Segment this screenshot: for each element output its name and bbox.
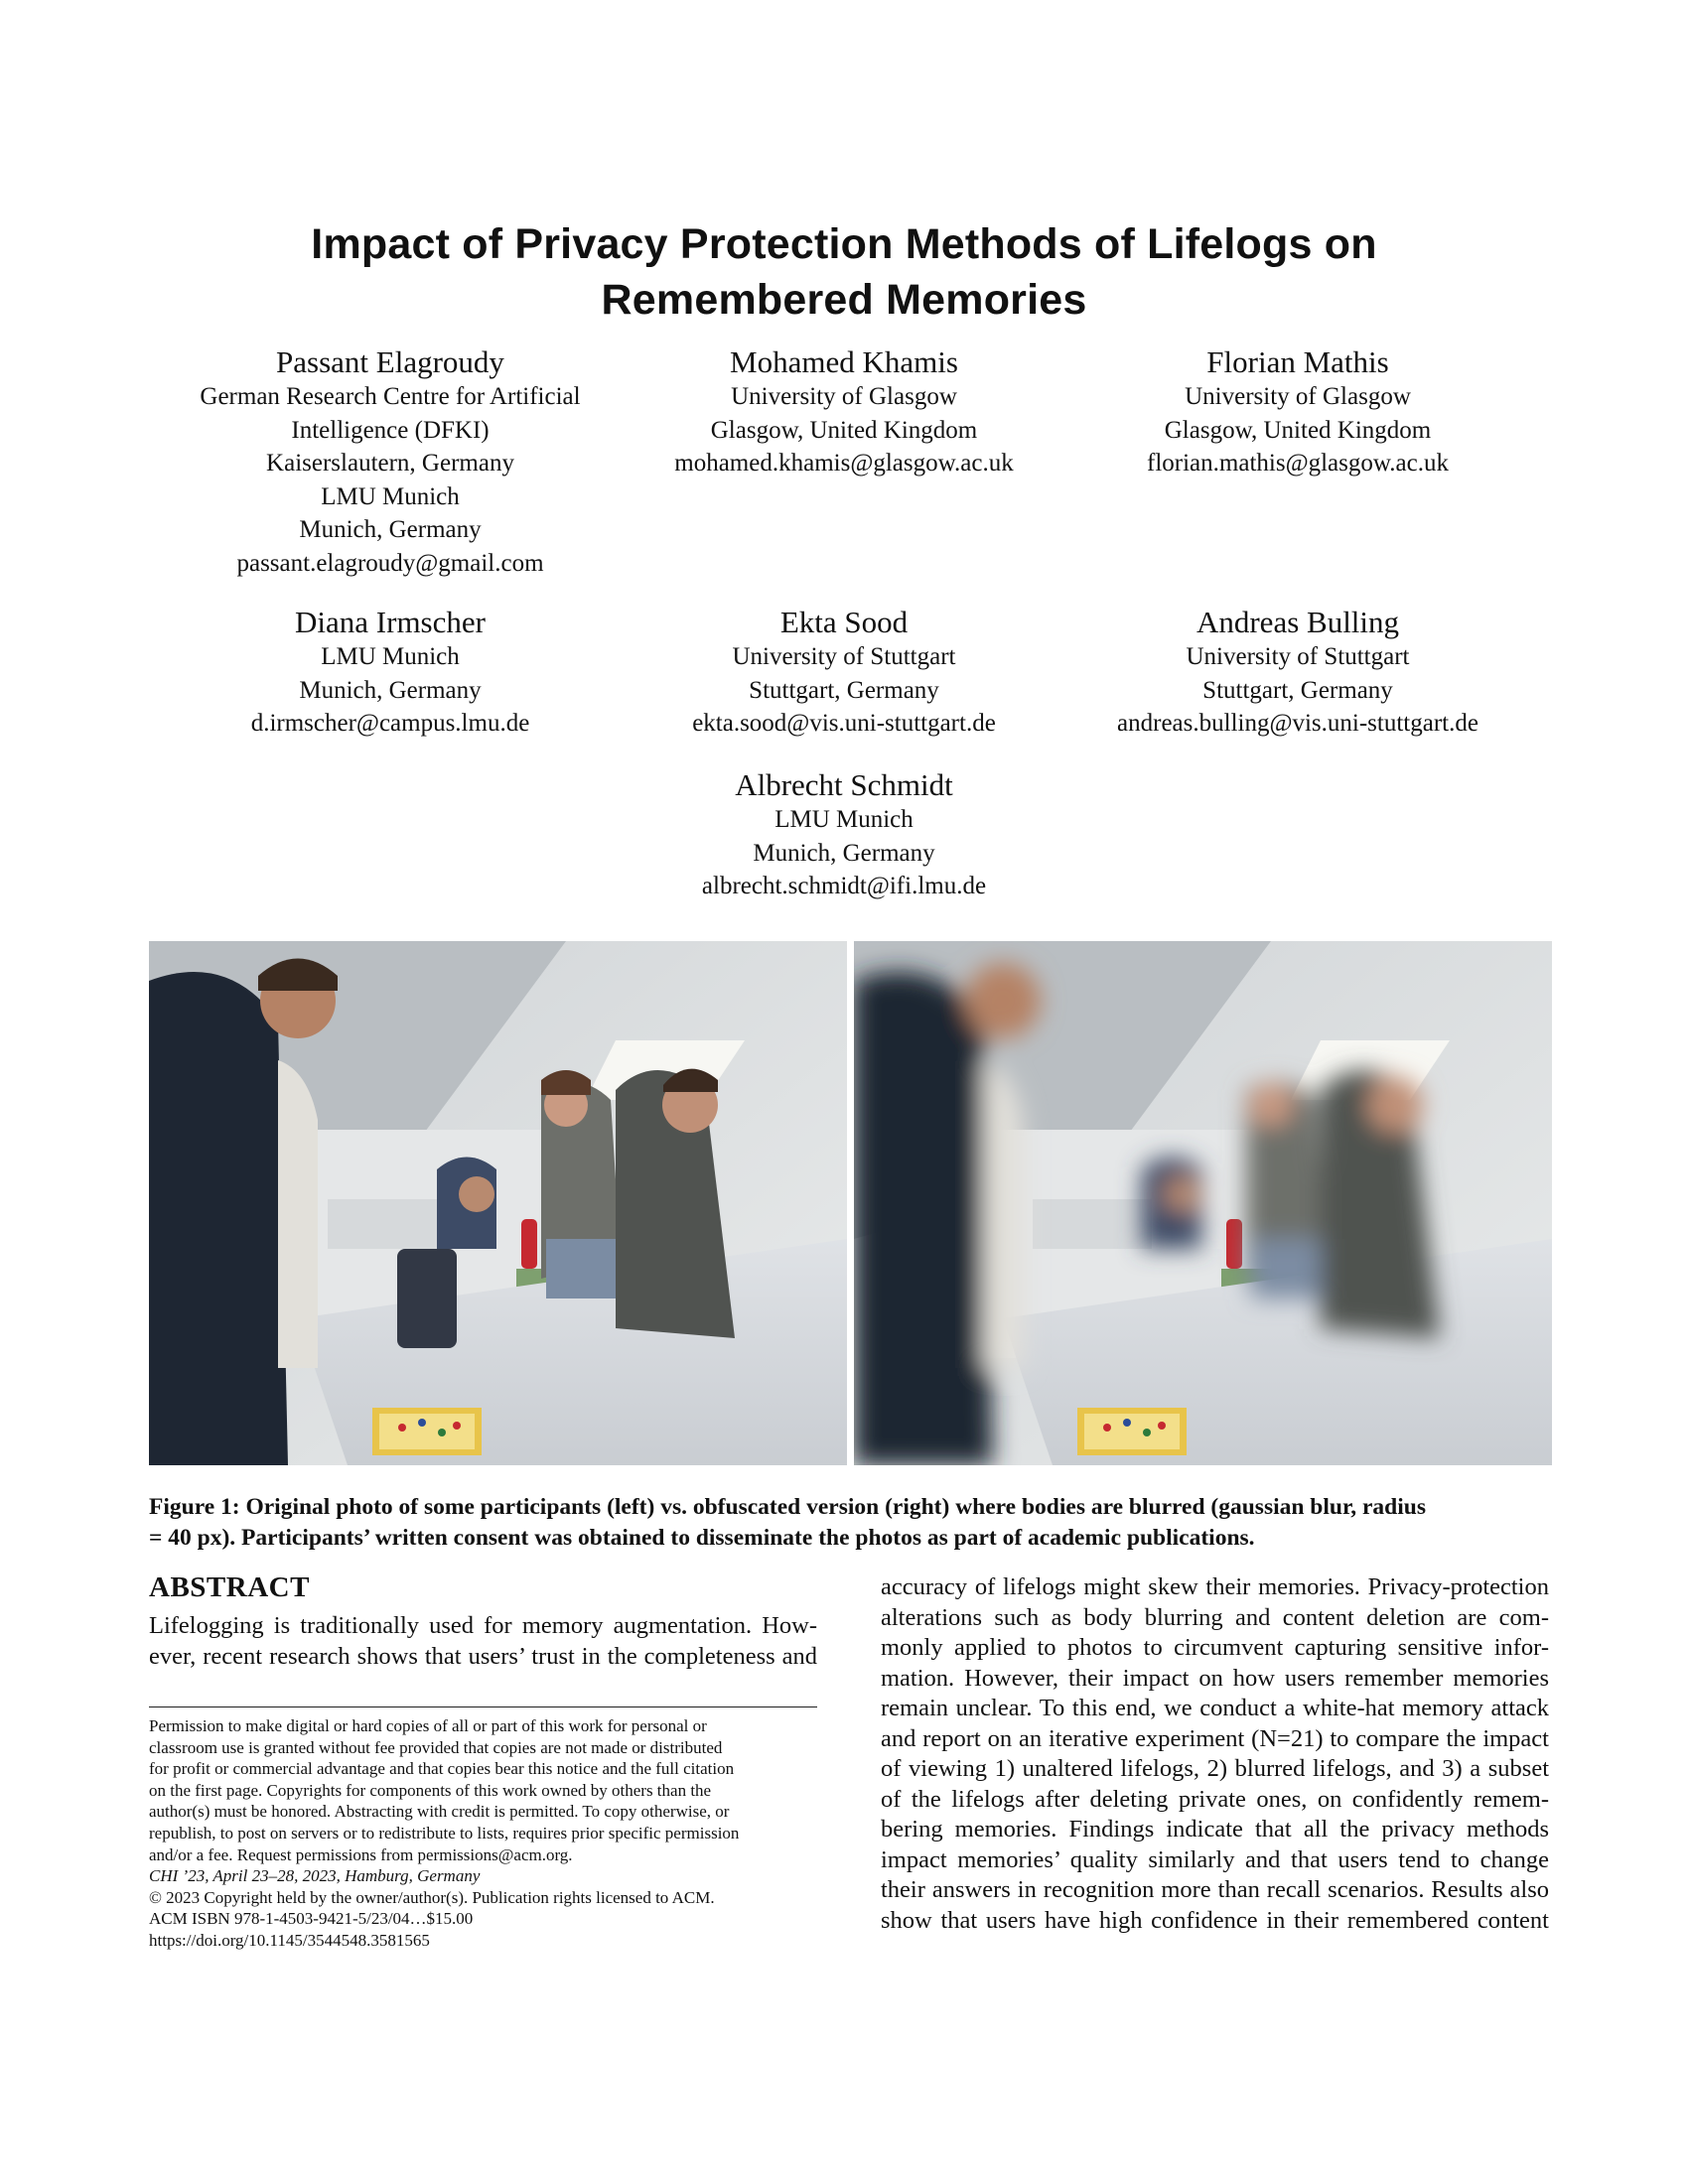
abstract-line: and report on an iterative experiment (N=21) to compare the impact — [881, 1724, 1549, 1752]
author-name: Albrecht Schmidt — [735, 767, 953, 802]
abstract-line: alterations such as body blurring and content deletion are com- — [881, 1603, 1549, 1631]
abstract-heading: ABSTRACT — [149, 1571, 310, 1603]
author-affiliation: German Research Centre for Artificial — [200, 383, 581, 410]
author-email: florian.mathis@glasgow.ac.uk — [1147, 450, 1449, 477]
abstract-right-column — [881, 1572, 1549, 1936]
photo-original-image — [149, 941, 847, 1465]
author-email: mohamed.khamis@glasgow.ac.uk — [674, 450, 1014, 477]
author-name: Ekta Sood — [779, 605, 909, 639]
abstract-line: their answers in recognition more than recall scenarios. Results also — [881, 1876, 1549, 1903]
abstract-line: remain unclear. To this end, we conduct a white-hat memory attack — [881, 1695, 1549, 1721]
title-line: Remembered Memories — [601, 276, 1087, 324]
abstract-line: Lifelogging is traditionally used for memory augmentation. How- — [149, 1612, 817, 1639]
author-affiliation: University of Stuttgart — [732, 643, 956, 670]
author-block — [157, 344, 624, 580]
abstract-line: bering memories. Findings indicate that all the privacy methods — [881, 1816, 1549, 1843]
venue-line: CHI ’23, April 23–28, 2023, Hamburg, Germany — [149, 1866, 481, 1886]
isbn-line: ACM ISBN 978-1-4503-9421-5/23/04…$15.00 — [149, 1909, 474, 1929]
abstract-left-column — [149, 1611, 817, 1672]
author-email: andreas.bulling@vis.uni-stuttgart.de — [1117, 710, 1478, 737]
photo-blurred-image — [854, 941, 1552, 1465]
author-name: Diana Irmscher — [295, 605, 486, 639]
author-location: Munich, Germany — [753, 839, 935, 867]
author-location: Glasgow, United Kingdom — [710, 416, 978, 444]
author-name: Florian Mathis — [1206, 344, 1389, 379]
author-block — [1064, 344, 1531, 480]
author-location: Glasgow, United Kingdom — [1164, 416, 1432, 444]
abstract-line: of the lifelogs after deleting private ones, on confidently remem- — [881, 1785, 1549, 1813]
permission-line: on the first page. Copyrights for components of this work owned by others than the — [149, 1780, 712, 1800]
author-affiliation: University of Glasgow — [731, 383, 957, 410]
caption-line: = 40 px). Participants’ written consent was obtained to disseminate the photos as part of academic publications. — [149, 1525, 1255, 1551]
author-affiliation: LMU Munich — [321, 643, 460, 670]
figure-caption — [149, 1492, 1549, 1554]
author-affiliation: LMU Munich — [321, 482, 460, 510]
footnote-divider — [149, 1706, 817, 1707]
author-block — [157, 605, 624, 741]
author-email: ekta.sood@vis.uni-stuttgart.de — [692, 710, 996, 737]
author-email: passant.elagroudy@gmail.com — [236, 549, 544, 577]
permission-line: for profit or commercial advantage and that copies bear this notice and the full citation — [149, 1759, 735, 1779]
author-affiliation: LMU Munich — [774, 806, 914, 833]
abstract-line: show that users have high confidence in their remembered content — [881, 1906, 1549, 1934]
author-email: albrecht.schmidt@ifi.lmu.de — [701, 873, 987, 899]
abstract-line: of viewing 1) unaltered lifelogs, 2) blurred lifelogs, and 3) a subset — [881, 1755, 1549, 1782]
permission-line: author(s) must be honored. Abstracting with credit is permitted. To copy otherwise, or — [149, 1802, 730, 1822]
paper-title — [149, 216, 1539, 328]
author-location: Munich, Germany — [299, 676, 482, 704]
title-line: Impact of Privacy Protection Methods of Lifelogs on — [311, 220, 1377, 268]
permission-line: republish, to post on servers or to redistribute to lists, requires prior specific permission — [149, 1823, 740, 1843]
copyright-line: © 2023 Copyright held by the owner/author(s). Publication rights licensed to ACM. — [149, 1887, 715, 1907]
abstract-line: mation. However, their impact on how users remember memories — [881, 1664, 1549, 1692]
author-affiliation: Intelligence (DFKI) — [291, 416, 490, 444]
author-name: Andreas Bulling — [1196, 605, 1400, 639]
permission-line: and/or a fee. Request permissions from permissions@acm.org. — [149, 1844, 573, 1864]
caption-line: Figure 1: Original photo of some participants (left) vs. obfuscated version (right) where bodies are blurred (gaussian blur, radius — [149, 1494, 1426, 1520]
permission-line: classroom use is granted without fee provided that copies are not made or distributed — [149, 1737, 723, 1757]
abstract-line: accuracy of lifelogs might skew their memories. Privacy-protection — [881, 1573, 1549, 1600]
abstract-line: ever, recent research shows that users’ trust in the completeness and — [149, 1642, 817, 1670]
author-location: Munich, Germany — [299, 516, 482, 543]
doi-link[interactable]: https://doi.org/10.1145/3544548.3581565 — [149, 1930, 430, 1950]
author-block — [611, 605, 1077, 741]
abstract-line: monly applied to photos to circumvent capturing sensitive infor- — [881, 1634, 1549, 1661]
figure-photo-original — [149, 941, 847, 1465]
author-location: Kaiserslautern, Germany — [266, 450, 514, 477]
author-location: Stuttgart, Germany — [1202, 676, 1393, 704]
permission-line: Permission to make digital or hard copies of all or part of this work for personal or — [149, 1716, 707, 1735]
figure-photo-blurred — [854, 941, 1552, 1465]
author-email: d.irmscher@campus.lmu.de — [250, 710, 530, 737]
permission-footnote — [149, 1715, 817, 1952]
author-name: Mohamed Khamis — [730, 344, 958, 379]
author-location: Stuttgart, Germany — [749, 676, 939, 704]
abstract-line: impact memories’ quality similarly and that users tend to change — [881, 1845, 1549, 1873]
author-affiliation: University of Glasgow — [1185, 383, 1411, 410]
author-block — [1064, 605, 1531, 741]
author-name: Passant Elagroudy — [276, 344, 504, 379]
author-block — [611, 344, 1077, 480]
author-affiliation: University of Stuttgart — [1186, 643, 1410, 670]
author-block — [611, 767, 1077, 903]
